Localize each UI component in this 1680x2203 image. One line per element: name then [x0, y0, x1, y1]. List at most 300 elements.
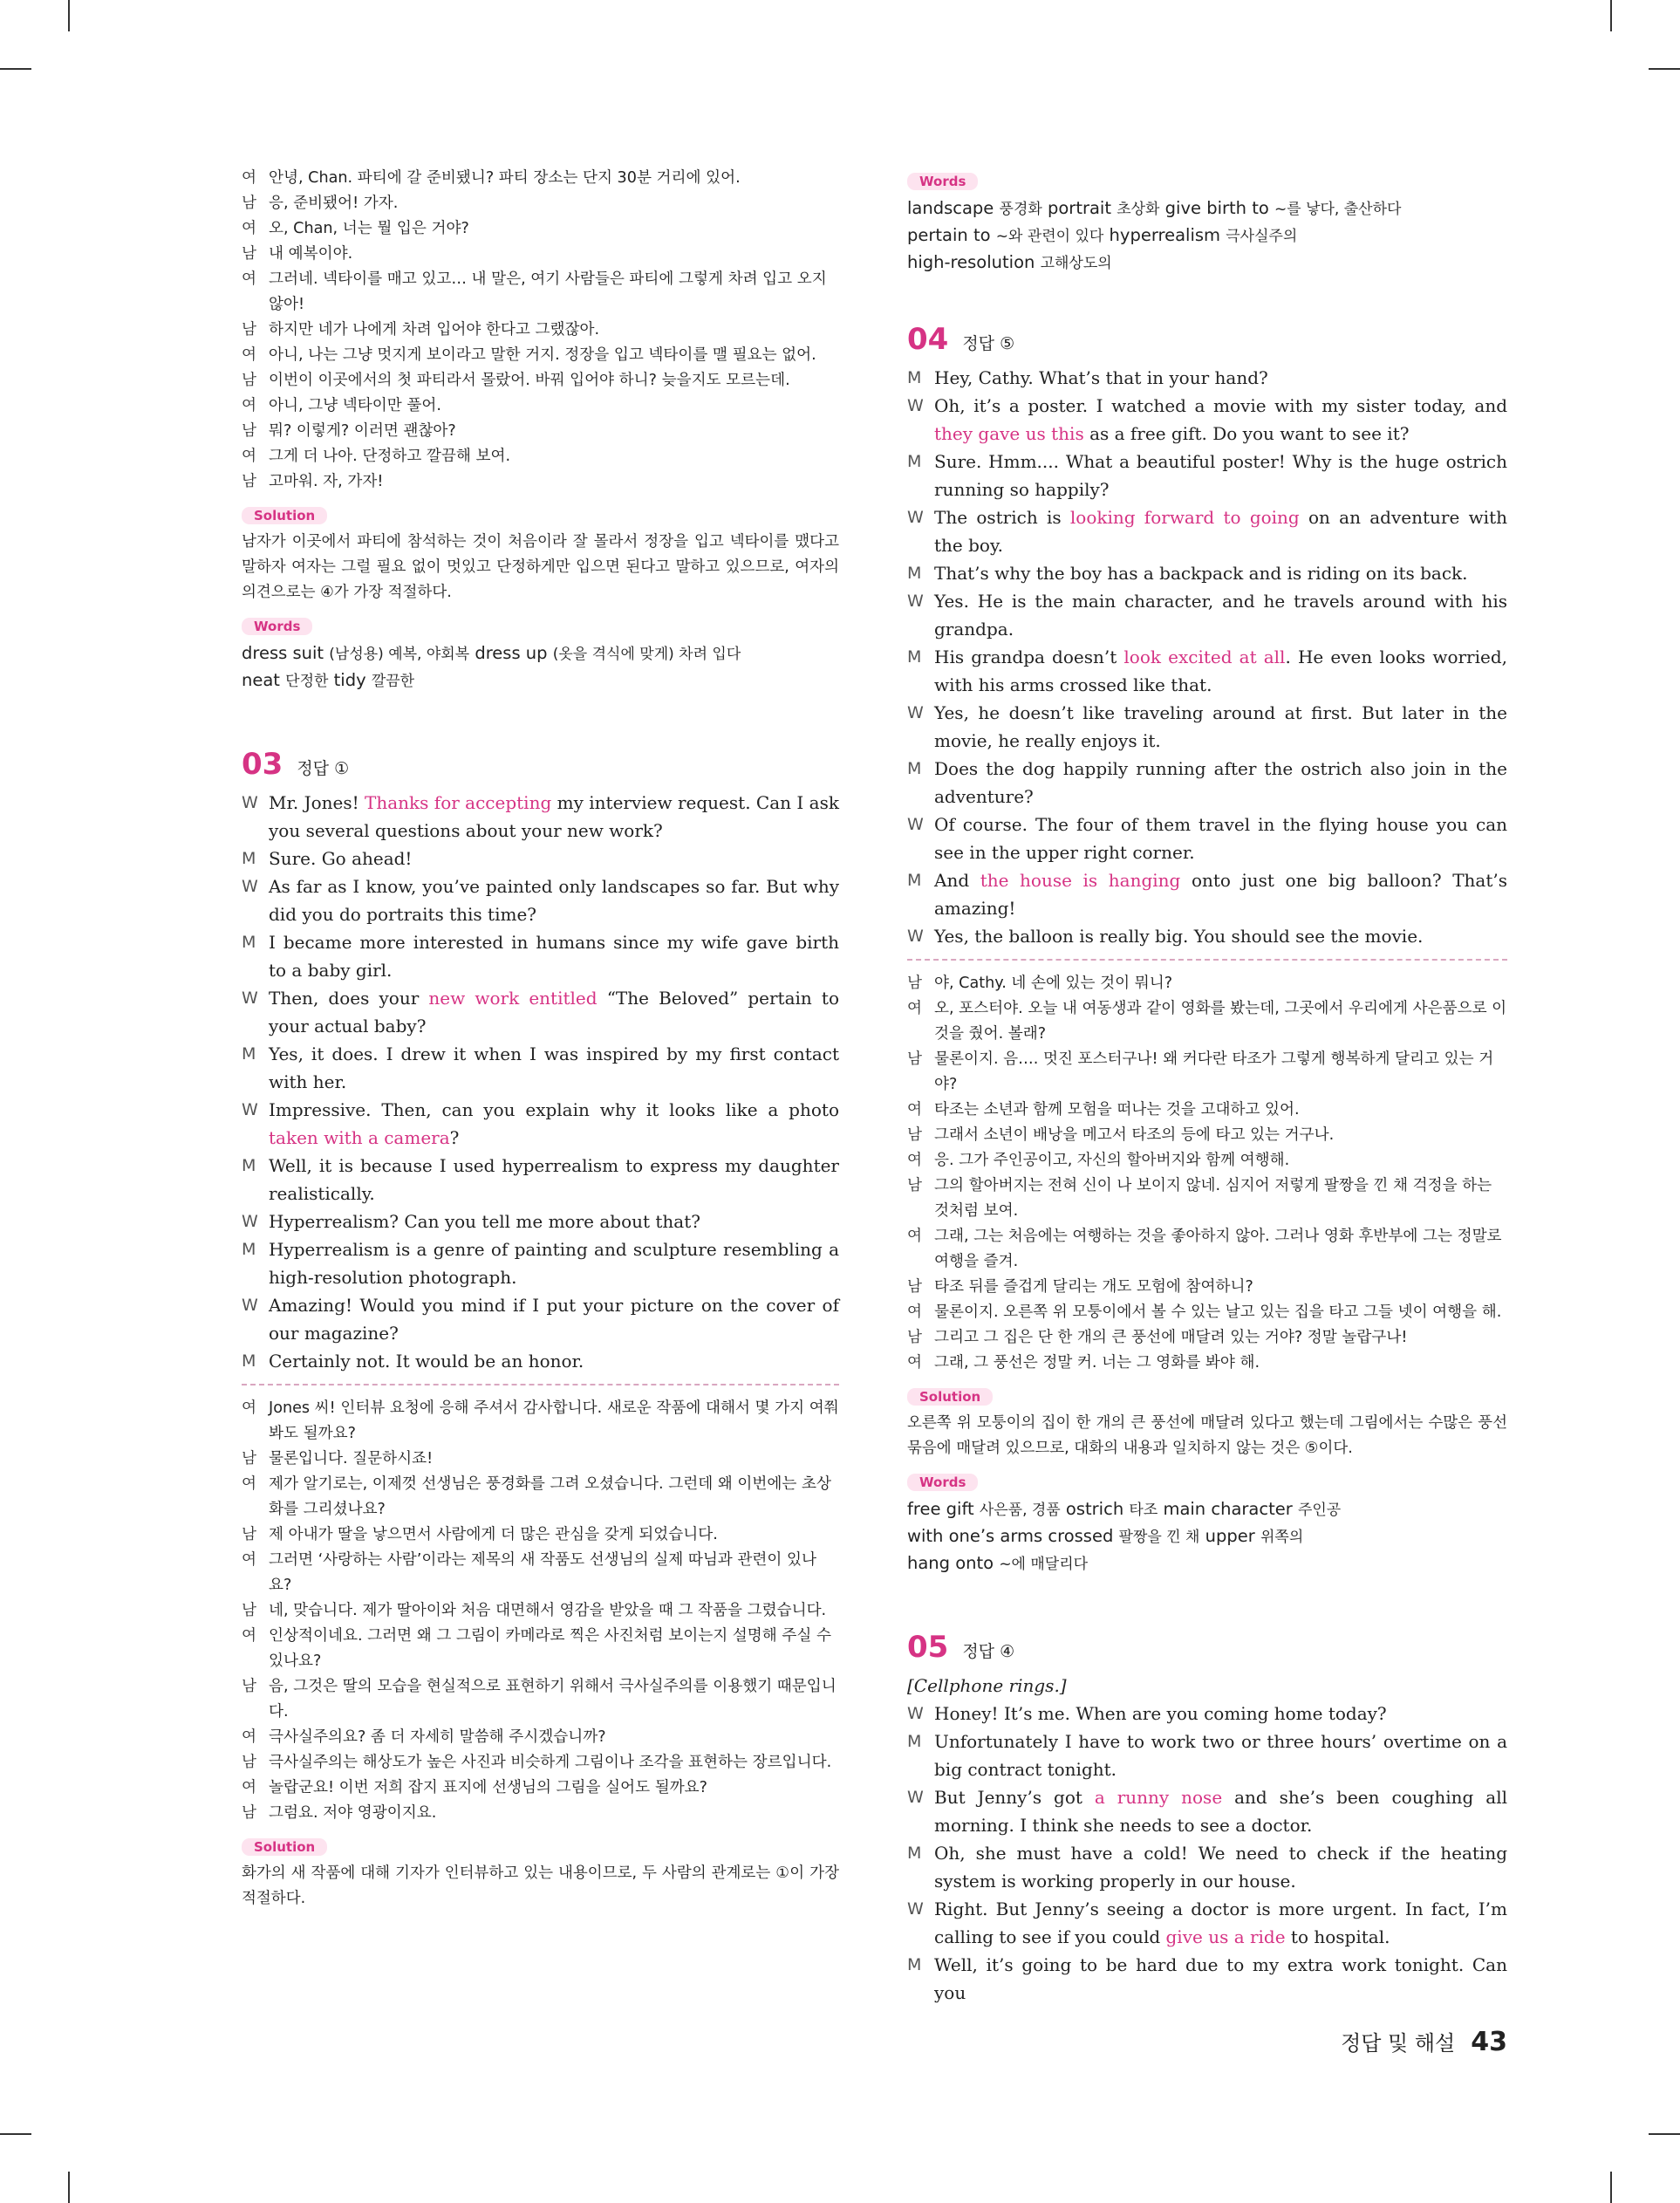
word-meaning: 풍경화 [999, 201, 1042, 218]
korean-dialogue-03 [242, 1396, 839, 1826]
speaker-label: 남 [907, 1329, 922, 1346]
dialogue-line [242, 872, 839, 928]
dialogue-line [907, 1275, 1507, 1300]
speaker-label: 남 [242, 422, 256, 440]
dialogue-line [242, 1291, 839, 1347]
line-text: 그의 할아버지는 전혀 신이 나 보이지 않네. 심지어 저렇게 팔짱을 낀 채 걱정을 하는 것처럼 보여. [934, 1177, 1492, 1220]
speaker-label: 남 [242, 1678, 256, 1695]
words-row [907, 195, 1507, 222]
word-term: neat [242, 670, 286, 690]
word-term: dress up [469, 643, 553, 663]
text-run: Yes, the balloon is really big. You should see the movie. [934, 926, 1424, 947]
text-run: Well, it is because I used hyperrealism to express my daughter realistically. [269, 1155, 839, 1204]
dialogue-line [907, 755, 1507, 811]
highlighted-phrase: looking forward to going [1069, 507, 1300, 528]
highlighted-phrase: new work entitled [428, 988, 598, 1009]
speaker-label: 남 [242, 1804, 256, 1822]
page-footer [1341, 2026, 1507, 2057]
word-meaning: ~를 낳다, 출산하다 [1274, 201, 1402, 218]
dialogue-line [242, 444, 839, 469]
speaker-label: 여 [242, 1627, 256, 1645]
highlighted-phrase: Thanks for accepting [365, 792, 552, 813]
word-meaning: 고해상도의 [1040, 255, 1112, 272]
line-text: 인상적이네요. 그러면 왜 그 그림이 카메라로 찍은 사진처럼 보이는지 설명해 주실 수 있나요? [269, 1627, 831, 1670]
line-text [934, 1951, 1507, 2007]
crop-mark [0, 68, 31, 70]
line-text [269, 1235, 839, 1291]
speaker-label: 여 [242, 1779, 256, 1796]
line-text [269, 1347, 839, 1375]
dialogue-line [242, 469, 839, 495]
text-run: Hyperrealism is a genre of painting and sculpture resembling a high-resolution photograph. [269, 1239, 839, 1288]
text-run: Honey! It’s me. When are you coming home today? [934, 1703, 1387, 1724]
word-term: main character [1158, 1499, 1298, 1519]
text-run: Hey, Cathy. What’s that in your hand? [934, 367, 1268, 388]
line-text [934, 503, 1507, 559]
dialogue-line [242, 343, 839, 368]
speaker-label: 남 [242, 321, 256, 339]
text-run: As far as I know, you’ve painted only landscapes so far. But why did you do portraits this time? [269, 876, 839, 925]
speaker-label: M [907, 759, 922, 778]
word-term: dress suit [242, 643, 330, 663]
dialogue-line [242, 1522, 839, 1548]
text-run: Yes. He is the main character, and he travels around with his grandpa. [934, 591, 1507, 640]
dialogue-line [907, 699, 1507, 755]
line-text [934, 699, 1507, 755]
dialogue-line [242, 393, 839, 419]
dialogue-line [907, 1300, 1507, 1325]
dialogue-line [907, 922, 1507, 950]
line-text [934, 1839, 1507, 1895]
solution-badge: Solution [242, 1838, 327, 1856]
line-text: 이번이 이곳에서의 첫 파티라서 몰랐어. 바꿔 입어야 하니? 늦을지도 모르는데. [269, 372, 790, 389]
dialogue-line [242, 419, 839, 444]
line-text: Jones 씨! 인터뷰 요청에 응해 주셔서 감사합니다. 새로운 작품에 대해서 몇 가지 여쭤 봐도 될까요? [269, 1399, 839, 1442]
line-text: 물론입니다. 질문하시죠! [269, 1450, 434, 1468]
line-text [934, 1700, 1507, 1728]
text-run: and she’s been coughing all morning. I think she needs to see a doctor. [934, 1787, 1507, 1836]
crop-mark [1649, 68, 1680, 70]
dialogue-line [242, 1472, 839, 1522]
text-run: on an adventure with the boy. [934, 507, 1507, 556]
highlighted-phrase: look excited at all [1123, 647, 1286, 667]
dialogue-line [242, 1208, 839, 1235]
word-meaning: ~와 관련이 있다 [995, 228, 1104, 245]
line-text [934, 448, 1507, 503]
text-run: Unfortunately I have to work two or three hours’ overtime on a big contract tonight. [934, 1731, 1507, 1780]
crop-mark [1610, 0, 1612, 31]
speaker-label: W [907, 703, 924, 722]
line-text: 음, 그것은 딸의 모습을 현실적으로 표현하기 위해서 극사실주의를 이용했기 때문입니다. [269, 1678, 837, 1721]
speaker-label: 남 [907, 1278, 922, 1296]
dialogue-line [242, 1548, 839, 1598]
line-text [269, 1208, 839, 1235]
speaker-label: W [907, 815, 924, 834]
dialogue-line [242, 1040, 839, 1096]
dialogue-line [907, 811, 1507, 866]
word-term: high-resolution [907, 252, 1041, 272]
speaker-label: M [907, 1955, 922, 1974]
solution-badge: Solution [242, 507, 327, 524]
speaker-label: M [242, 1240, 256, 1259]
words-row [907, 1550, 1507, 1577]
line-text [934, 559, 1507, 587]
line-text: 야, Cathy. 네 손에 있는 것이 뭐니? [934, 975, 1173, 992]
dialogue-line [242, 1725, 839, 1750]
line-text: 네, 맞습니다. 제가 딸아이와 처음 대면해서 영감을 받았을 때 그 작품을 그렸습니다. [269, 1602, 827, 1619]
line-text: 그러네. 넥타이를 매고 있고… 내 말은, 여기 사람들은 파티에 그렇게 차려 입고 오지 않아! [269, 270, 827, 313]
speaker-label: M [907, 564, 922, 583]
speaker-label: W [242, 1212, 258, 1231]
highlighted-phrase: a runny nose [1094, 1787, 1223, 1808]
speaker-label: W [907, 1788, 924, 1807]
dialogue-line [907, 1351, 1507, 1376]
dialogue-line [242, 984, 839, 1040]
dialogue-line [242, 789, 839, 845]
word-term: landscape [907, 198, 1000, 218]
dialogue-line [242, 1598, 839, 1624]
speaker-label: M [907, 452, 922, 471]
word-meaning: 타조 [1129, 1502, 1158, 1519]
line-text [934, 643, 1507, 699]
line-text: 극사실주의요? 좀 더 자세히 말씀해 주시겠습니까? [269, 1728, 606, 1746]
line-text: 타조 뒤를 즐겁게 달리는 개도 모험에 참여하니? [934, 1278, 1253, 1296]
dialogue-line [907, 503, 1507, 559]
speaker-label: 남 [242, 1602, 256, 1619]
line-text: 하지만 네가 나에게 차려 입어야 한다고 그랬잖아. [269, 321, 600, 339]
speaker-label: 남 [242, 372, 256, 389]
word-meaning: 초상화 [1117, 201, 1160, 218]
line-text: 그게 더 나아. 단정하고 깔끔해 보여. [269, 448, 511, 465]
dialogue-line [242, 1624, 839, 1674]
line-text: 물론이지. 오른쪽 위 모퉁이에서 볼 수 있는 날고 있는 집을 타고 그들 넷이 여행을 해. [934, 1303, 1502, 1321]
speaker-label: 남 [907, 975, 922, 992]
speaker-label: 여 [242, 1551, 256, 1569]
line-text [269, 1152, 839, 1208]
line-text: 물론이지. 음…. 멋진 포스터구나! 왜 커다란 타조가 그렇게 행복하게 달리고 있는 거야? [934, 1050, 1494, 1093]
line-text: 타조는 소년과 함께 모험을 떠나는 것을 고대하고 있어. [934, 1101, 1300, 1119]
text-run: Right. But Jenny’s seeing a doctor is more urgent. In fact, I’m calling to see if you could [934, 1899, 1507, 1947]
line-text [934, 392, 1507, 448]
line-text: 응, 준비됐어! 가자. [269, 195, 399, 212]
dialogue-line [242, 368, 839, 393]
dialogue-line [242, 1775, 839, 1801]
words-row [907, 250, 1507, 277]
dialogue-line [242, 318, 839, 343]
word-term: tidy [328, 670, 372, 690]
text-run: Certainly not. It would be an honor. [269, 1351, 584, 1372]
text-run: Yes, it does. I drew it when I was inspired by my first contact with her. [269, 1043, 839, 1092]
word-term: pertain to [907, 225, 996, 245]
speaker-label: 남 [907, 1050, 922, 1068]
speaker-label: 여 [907, 1101, 922, 1119]
solution-badge: Solution [907, 1388, 993, 1406]
dialogue-line [242, 1396, 839, 1447]
dialogue-line [907, 559, 1507, 587]
words-row [907, 1496, 1507, 1523]
speaker-label: M [907, 1732, 922, 1751]
dialogue-line [907, 1173, 1507, 1224]
highlighted-phrase: the house is hanging [980, 870, 1181, 891]
text-run: The ostrich is [934, 507, 1070, 528]
speaker-label: 여 [242, 346, 256, 364]
word-meaning: ~에 매달리다 [999, 1556, 1089, 1573]
speaker-label: 여 [907, 1228, 922, 1245]
dialogue-line [242, 166, 839, 191]
text-run: Sure. Hmm.... What a beautiful poster! Why is the huge ostrich running so happily? [934, 451, 1507, 500]
highlighted-phrase: they gave us this [934, 423, 1084, 444]
words-list-02 [242, 640, 839, 694]
dialogue-line [907, 1325, 1507, 1351]
question-number: 03 [242, 747, 283, 782]
dialogue-line [907, 1839, 1507, 1895]
dialogue-line [907, 448, 1507, 503]
dialogue-line [242, 191, 839, 216]
text-run: Oh, it’s a poster. I watched a movie with my sister today, and [934, 395, 1507, 416]
answer-label: 정답 ④ [962, 1642, 1015, 1661]
line-text: 극사실주의는 해상도가 높은 사진과 비슷하게 그림이나 조각을 표현하는 장르입니다. [269, 1754, 832, 1771]
crop-mark [1610, 2172, 1612, 2203]
text-run: Sure. Go ahead! [269, 848, 413, 869]
text-run: That’s why the boy has a backpack and is riding on its back. [934, 563, 1468, 584]
text-run: Oh, she must have a cold! We need to check if the heating system is working properly in our house. [934, 1843, 1507, 1892]
speaker-label: 여 [242, 270, 256, 288]
word-meaning: (옷을 격식에 맞게) 차려 입다 [552, 646, 741, 663]
dialogue-line [907, 1895, 1507, 1951]
line-text [934, 587, 1507, 643]
words-badge: Words [242, 618, 312, 635]
dialogue-line [907, 1098, 1507, 1123]
line-text: 안녕, Chan. 파티에 갈 준비됐니? 파티 장소는 단지 30분 거리에 있어. [269, 169, 741, 187]
speaker-label: 여 [242, 1475, 256, 1493]
word-meaning: 위쪽의 [1260, 1529, 1304, 1546]
word-term: free gift [907, 1499, 980, 1519]
solution-text-02: 남자가 이곳에서 파티에 참석하는 것이 처음이라 잘 몰라서 정장을 입고 넥타이를 맸다고 말하자 여자는 그럴 필요 없이 멋있고 단정하게만 입으면 된다고 말하고 있으므로, 여자의 의견으로는 ④가 가장 적절하다. [242, 533, 839, 601]
line-text: 응. 그가 주인공이고, 자신의 할아버지와 함께 여행해. [934, 1152, 1290, 1169]
speaker-label: W [242, 793, 258, 812]
words-row [907, 1523, 1507, 1550]
text-run: And [934, 870, 980, 891]
dialogue-line [907, 1951, 1507, 2007]
dialogue-line [907, 996, 1507, 1047]
words-badge: Words [907, 173, 978, 190]
speaker-label: W [907, 927, 924, 946]
speaker-label: 여 [242, 397, 256, 414]
dialogue-line [242, 1801, 839, 1826]
stage-direction: [Cellphone rings.] [907, 1675, 1067, 1696]
line-text: 제가 알기로는, 이제껏 선생님은 풍경화를 그려 오셨습니다. 그런데 왜 이번에는 초상화를 그리셨나요? [269, 1475, 831, 1518]
words-list-03 [907, 195, 1507, 277]
dialogue-line [242, 1152, 839, 1208]
speaker-label: 남 [242, 1450, 256, 1468]
line-text: 뭐? 이렇게? 이러면 괜찮아? [269, 422, 456, 440]
word-meaning: 깔끔한 [371, 673, 415, 690]
line-text [269, 1096, 839, 1152]
footer-label: 정답 및 해설 [1341, 2031, 1456, 2056]
speaker-label: W [907, 1704, 924, 1723]
line-text: 아니, 나는 그냥 멋지게 보이라고 말한 거지. 정장을 입고 넥타이를 맬 필요는 없어. [269, 346, 816, 364]
line-text: 고마워. 자, 가자! [269, 473, 384, 490]
word-term: hyperrealism [1103, 225, 1226, 245]
line-text [269, 845, 839, 872]
line-text [934, 922, 1507, 950]
text-run: Mr. Jones! [269, 792, 365, 813]
crop-mark [68, 0, 70, 31]
dialogue-line [242, 1347, 839, 1375]
dialogue-line [242, 928, 839, 984]
speaker-label: W [242, 989, 258, 1008]
speaker-label: W [907, 1899, 924, 1919]
dialogue-line [242, 1674, 839, 1725]
line-text [269, 928, 839, 984]
dialogue-line [242, 845, 839, 872]
line-text: 그래, 그는 처음에는 여행하는 것을 좋아하지 않아. 그러나 영화 후반부에 그는 정말로 여행을 즐겨. [934, 1228, 1502, 1270]
words-row [242, 640, 839, 667]
text-run: But Jenny’s got [934, 1787, 1095, 1808]
highlighted-phrase: taken with a camera [269, 1127, 450, 1148]
text-run: onto just one big balloon? That’s amazing! [934, 870, 1508, 919]
speaker-label: W [907, 396, 924, 415]
dialogue-line [242, 1447, 839, 1472]
speaker-label: M [907, 1844, 922, 1863]
line-text: 제 아내가 딸을 낳으면서 사람에게 더 많은 관심을 갖게 되었습니다. [269, 1526, 718, 1543]
line-text [934, 1895, 1507, 1951]
text-run: Hyperrealism? Can you tell me more about that? [269, 1211, 700, 1232]
words-badge: Words [907, 1474, 978, 1491]
speaker-label: M [242, 933, 256, 952]
words-row [242, 667, 839, 694]
dialogue-line [907, 587, 1507, 643]
line-text [934, 364, 1507, 392]
speaker-label: M [242, 849, 256, 868]
page-number: 43 [1471, 2027, 1507, 2057]
line-text: 아니, 그냥 넥타이만 풀어. [269, 397, 441, 414]
dialogue-line [907, 392, 1507, 448]
text-run: Then, does your [269, 988, 429, 1009]
dialogue-line [242, 216, 839, 242]
text-run: Well, it’s going to be hard due to my extra work tonight. Can you [934, 1954, 1507, 2003]
speaker-label: M [907, 871, 922, 890]
line-text [269, 984, 839, 1040]
speaker-label: W [242, 1296, 258, 1315]
speaker-label: M [907, 647, 922, 667]
word-term: portrait [1041, 198, 1117, 218]
dialogue-line [242, 267, 839, 318]
speaker-label: W [242, 877, 258, 896]
dialogue-line [907, 1123, 1507, 1148]
crop-mark [68, 2172, 70, 2203]
highlighted-phrase: give us a ride [1165, 1926, 1286, 1947]
speaker-label: W [907, 592, 924, 611]
text-run: ? [449, 1127, 460, 1148]
speaker-label: M [907, 368, 922, 387]
speaker-label: M [242, 1156, 256, 1175]
line-text [269, 1291, 839, 1347]
question-header-05 [907, 1630, 1507, 1665]
speaker-label: 남 [242, 473, 256, 490]
speaker-label: W [907, 508, 924, 527]
line-text [934, 866, 1507, 922]
english-dialogue-03 [242, 789, 839, 1375]
line-text [269, 872, 839, 928]
dialogue-line [242, 1235, 839, 1291]
speaker-label: 남 [242, 1526, 256, 1543]
speaker-label: 여 [242, 169, 256, 187]
solution-text-04: 오른쪽 위 모퉁이의 집이 한 개의 큰 풍선에 매달려 있다고 했는데 그림에서는 수많은 풍선 묶음에 매달려 있으므로, 대화의 내용과 일치하지 않는 것은 ⑤이다. [907, 1414, 1507, 1457]
word-term: with one’s arms crossed [907, 1526, 1119, 1546]
speaker-label: W [242, 1100, 258, 1119]
left-column [242, 166, 839, 1912]
dialogue-line [907, 364, 1507, 392]
answer-label: 정답 ① [297, 759, 350, 778]
dashed-divider [242, 1384, 839, 1385]
korean-dialogue-04 [907, 971, 1507, 1376]
line-text: 그래, 그 풍선은 정말 커. 너는 그 영화를 봐야 해. [934, 1354, 1260, 1372]
word-meaning: 팔짱을 낀 채 [1118, 1529, 1200, 1546]
crop-mark [1649, 2133, 1680, 2135]
speaker-label: 남 [907, 1126, 922, 1144]
text-run: Yes, he doesn’t like traveling around at first. But later in the movie, he really enjoys it. [934, 702, 1507, 751]
word-meaning: 단정한 [285, 673, 329, 690]
line-text: 그래서 소년이 배낭을 메고서 타조의 등에 타고 있는 거구나. [934, 1126, 1335, 1144]
text-run: to hospital. [1285, 1926, 1390, 1947]
korean-dialogue-02 [242, 166, 839, 495]
speaker-label: 여 [242, 448, 256, 465]
text-run: Amazing! Would you mind if I put your picture on the cover of our magazine? [269, 1295, 839, 1344]
word-meaning: 주인공 [1297, 1502, 1342, 1519]
text-run: . He even looks worried, with his arms crossed like that. [934, 647, 1508, 695]
dialogue-line [907, 1224, 1507, 1275]
speaker-label: 여 [242, 220, 256, 237]
text-run: Impressive. Then, can you explain why it looks like a photo [269, 1099, 839, 1120]
speaker-label: 여 [907, 1354, 922, 1372]
word-term: upper [1199, 1526, 1260, 1546]
crop-mark [0, 2133, 31, 2135]
line-text [934, 1728, 1507, 1783]
speaker-label: 여 [907, 1303, 922, 1321]
line-text: 오, Chan, 너는 뭘 입은 거야? [269, 220, 469, 237]
english-dialogue-04 [907, 364, 1507, 950]
speaker-label: 여 [907, 1152, 922, 1169]
line-text [934, 755, 1507, 811]
speaker-label: 남 [907, 1177, 922, 1194]
question-number: 05 [907, 1630, 949, 1665]
text-run: Of course. The four of them travel in the flying house you can see in the upper right corner. [934, 814, 1507, 863]
words-row [907, 222, 1507, 250]
line-text: 그럼요. 저야 영광이지요. [269, 1804, 437, 1822]
text-run: my interview request. Can I ask you several questions about your new work? [269, 792, 839, 841]
text-run: I became more interested in humans since my wife gave birth to a baby girl. [269, 932, 839, 981]
dialogue-line [242, 242, 839, 267]
dialogue-line [242, 1096, 839, 1152]
line-text [269, 1040, 839, 1096]
solution-text-03: 화가의 새 작품에 대해 기자가 인터뷰하고 있는 내용이므로, 두 사람의 관계로는 ①이 가장 적절하다. [242, 1864, 839, 1907]
line-text: 놀랍군요! 이번 저희 잡지 표지에 선생님의 그림을 실어도 될까요? [269, 1779, 708, 1796]
question-number: 04 [907, 322, 949, 357]
words-list-04 [907, 1496, 1507, 1577]
line-text [269, 789, 839, 845]
word-meaning: 극사실주의 [1226, 228, 1298, 245]
dialogue-line [907, 971, 1507, 996]
dialogue-line [907, 1728, 1507, 1783]
question-header-04 [907, 322, 1507, 357]
question-header-03 [242, 747, 839, 782]
line-text: 내 예복이야. [269, 245, 353, 263]
dashed-divider [907, 959, 1507, 961]
line-text: 오, 포스터야. 오늘 내 여동생과 같이 영화를 봤는데, 그곳에서 우리에게 사은품으로 이것을 줬어. 볼래? [934, 1000, 1507, 1043]
dialogue-line [907, 1700, 1507, 1728]
word-term: ostrich [1060, 1499, 1130, 1519]
